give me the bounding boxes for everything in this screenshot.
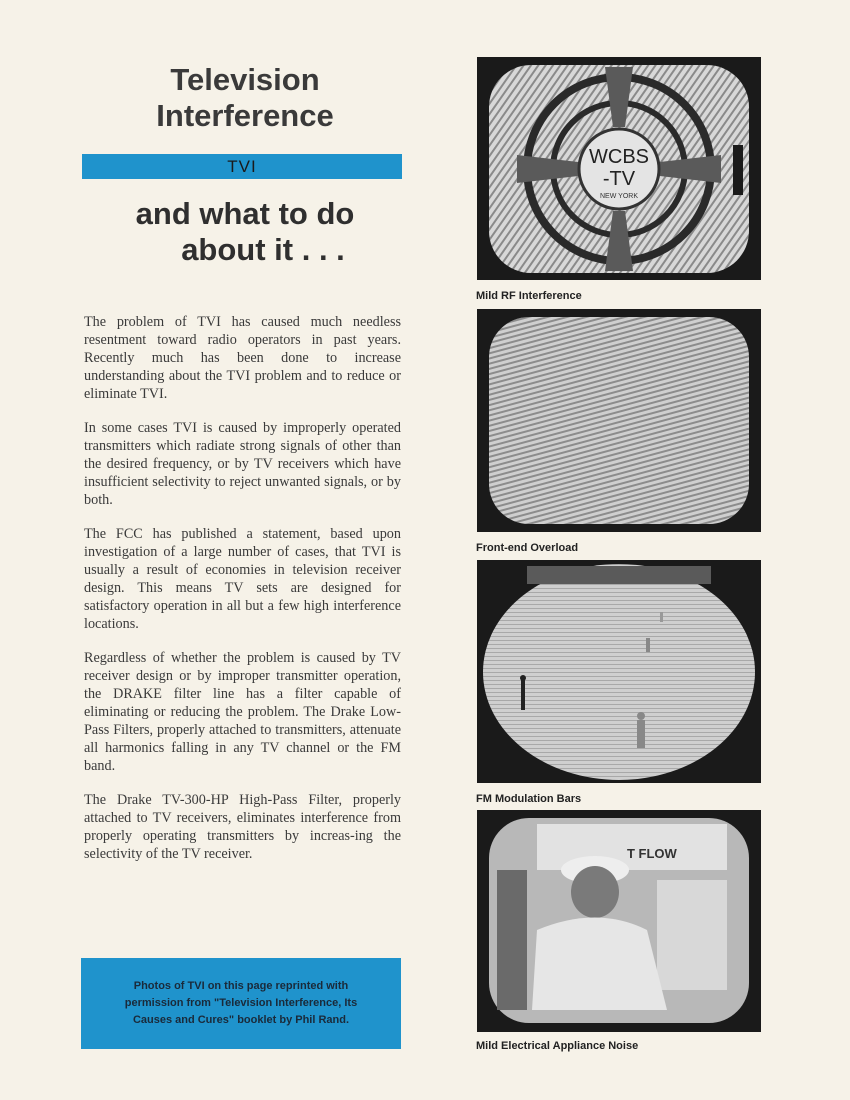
test-pattern-image <box>477 57 761 280</box>
appliance-noise-image <box>477 810 761 1032</box>
sign-text: T FLOW <box>627 846 677 861</box>
paragraph: Regardless of whether the problem is caused by TV receiver design or by improper transmitter operation, the DRAKE filter line has a filter capable of eliminating or reducing the problem. The Drake Low-Pass Filters, properly attached to transmitters, attenuate all harmonics falling in any TV channel or the FM band. <box>84 650 401 774</box>
body-text <box>84 313 401 879</box>
photo-front-end-overload <box>477 309 761 532</box>
new-york-text: NEW YORK <box>600 193 638 200</box>
tvi-label: TVI <box>227 157 257 176</box>
paragraph: The FCC has published a statement, based upon investigation of a large number of cases, that TVI is usually a result of economies in television receiver design. This means TV sets are designed for satisfactory operation in all but a few high interference locations. <box>84 526 401 632</box>
caption-front-end-overload: Front-end Overload <box>476 542 579 554</box>
subtitle-line-2: about it . . . <box>181 232 345 267</box>
caption-rf-interference: Mild RF Interference <box>476 290 582 302</box>
paragraph: In some cases TVI is caused by improperly operated transmitters which radiate strong signals of other than the desired frequency, or by TV receivers which have insufficient selectivity to reject unwanted signals, or by both. <box>84 420 401 508</box>
page-title <box>120 62 370 134</box>
title-line-1: Television <box>170 62 320 97</box>
tv-text: -TV <box>602 168 636 190</box>
caption-fm-modulation-bars: FM Modulation Bars <box>476 793 582 805</box>
wcbs-text: WCBS <box>589 146 649 168</box>
photo-credit-box <box>81 958 401 1049</box>
photo-appliance-noise <box>477 810 761 1032</box>
page-subtitle <box>100 196 390 268</box>
photo-rf-interference <box>477 57 761 280</box>
subtitle-line-1: and what to do <box>135 196 355 231</box>
tvi-banner <box>82 154 402 179</box>
title-line-2: Interference <box>156 98 334 133</box>
photo-fm-modulation-bars <box>477 560 761 783</box>
overload-image <box>477 309 761 532</box>
paragraph: The problem of TVI has caused much needless resentment toward radio operators in past years. Recently much has been done to increase understanding about the TVI problem and to reduce or eliminate TVI. <box>84 314 401 402</box>
baseball-field-image <box>477 560 761 783</box>
caption-appliance-noise: Mild Electrical Appliance Noise <box>476 1040 639 1052</box>
photo-credit-text: Photos of TVI on this page reprinted with permission from "Television Interference, Its Causes and Cures" booklet by Phil Rand. <box>124 980 358 1026</box>
paragraph: The Drake TV-300-HP High-Pass Filter, properly attached to TV receivers, eliminates interference from properly operating transmitters by increas-ing the selectivity of the TV receiver. <box>84 792 401 862</box>
